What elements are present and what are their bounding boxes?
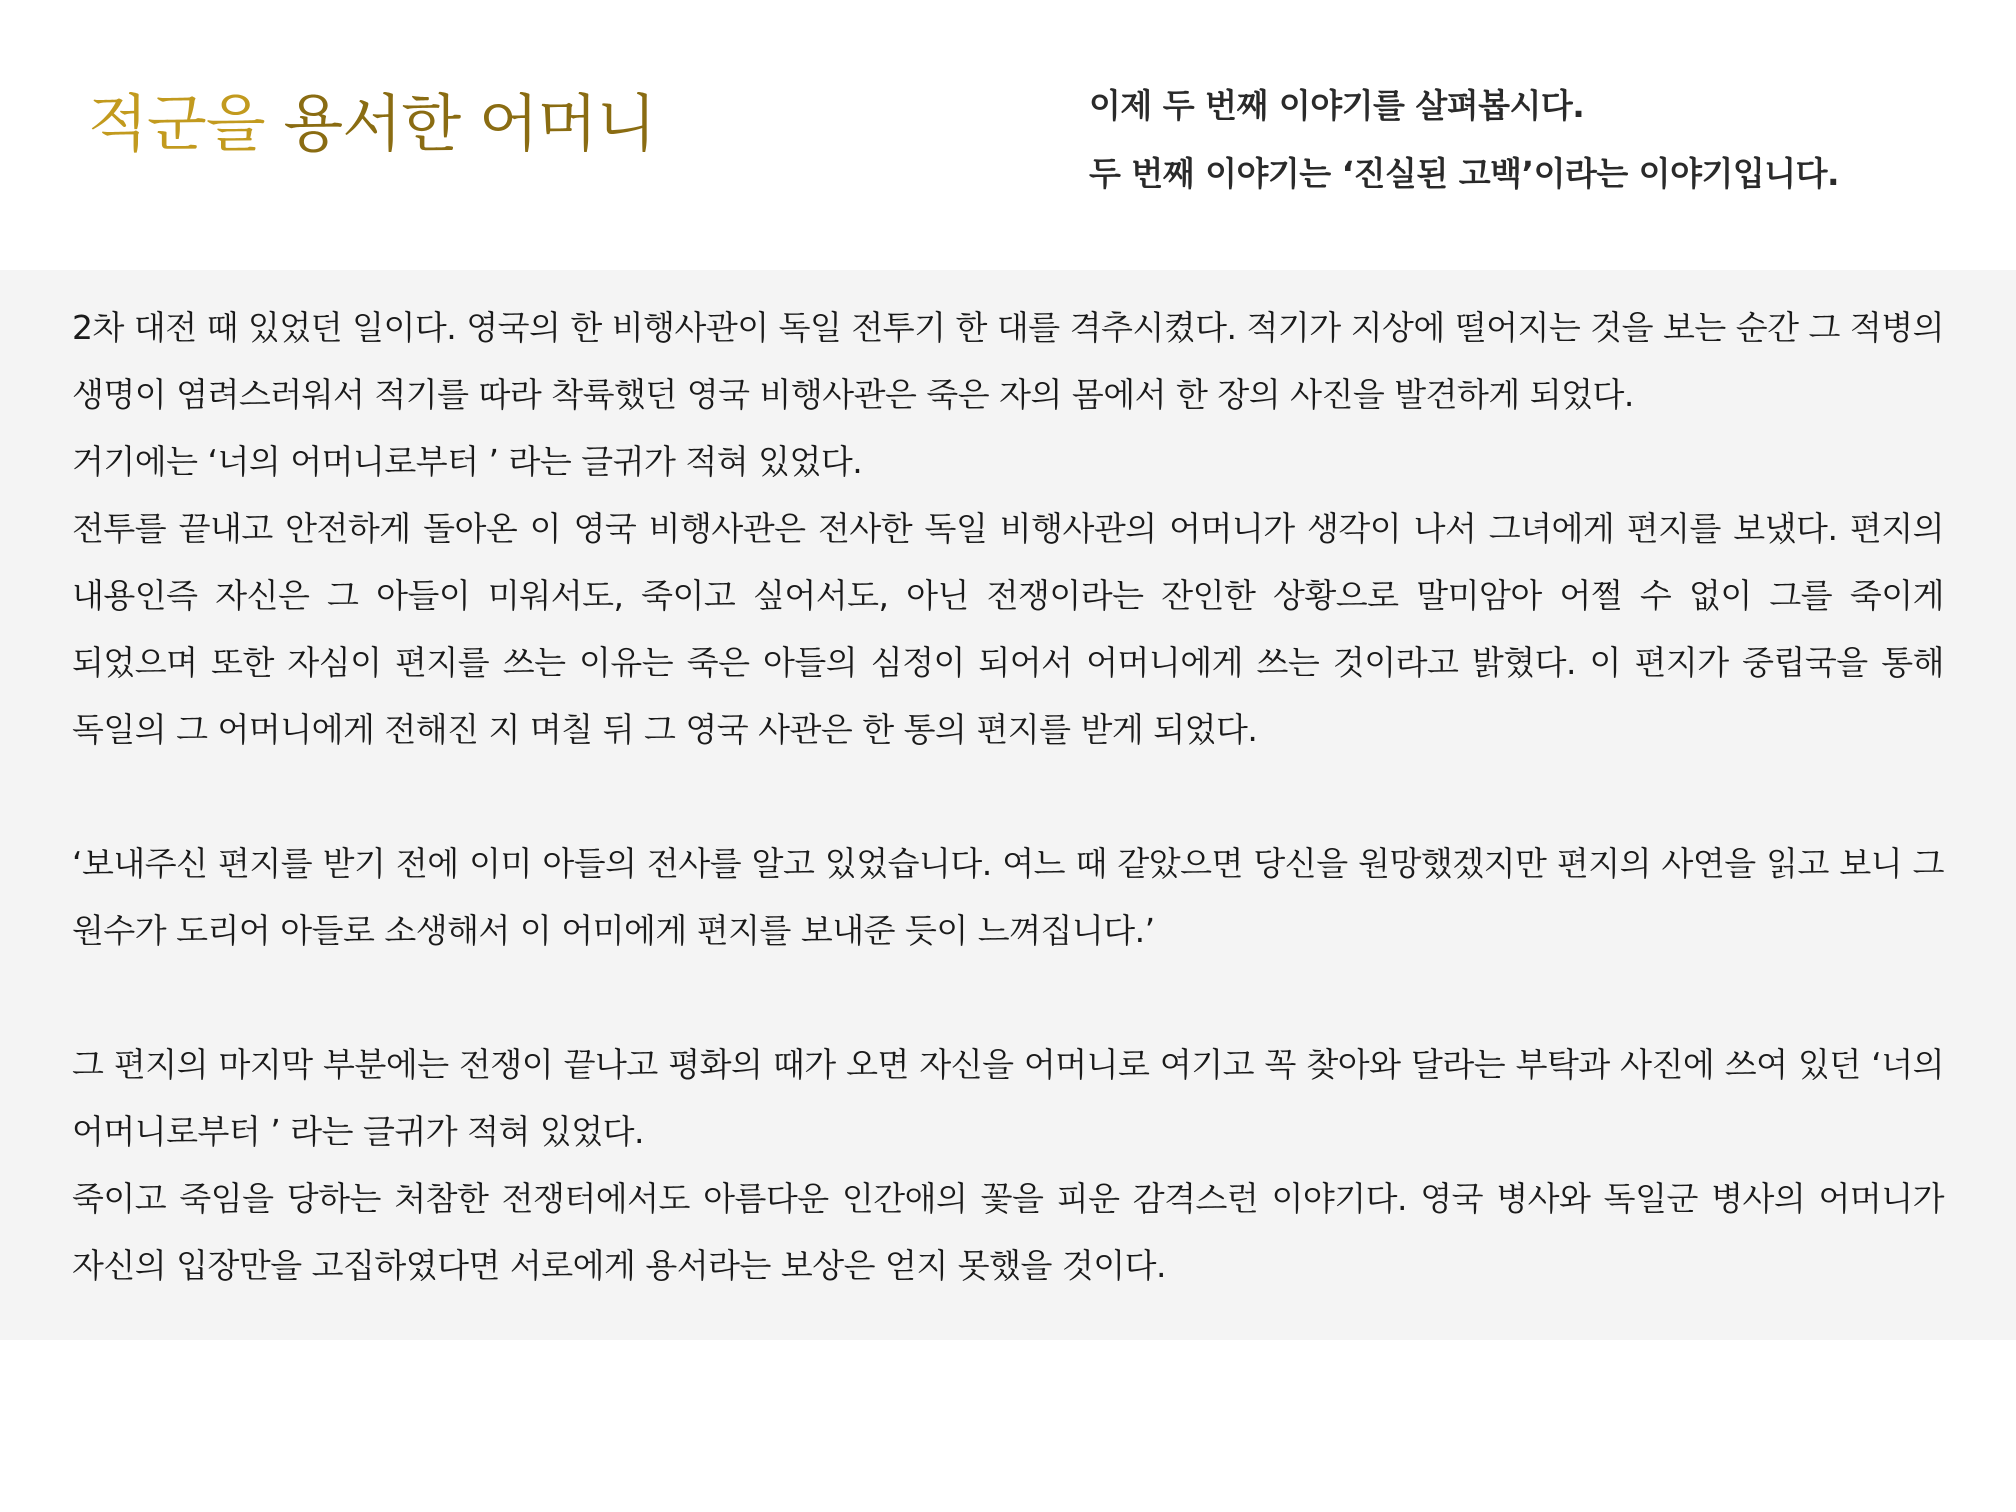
story-paragraph-3: 전투를 끝내고 안전하게 돌아온 이 영국 비행사관은 전사한 독일 비행사관의 어머니가 생각이 나서 그녀에게 편지를 보냈다. 편지의 내용인즉 자신은 그 아들이 미워서도, 죽이고 싶어서도, 아닌 전쟁이라는 잔인한 상황으로 말미암아 어쩔 수 없이 그를 죽이게 되었으며 또한 자심이 편지를 쓰는 이유는 죽은 아들의 심정이 되어서 어머니에게 쓰는 것이라고 밝혔다. 이 편지가 중립국을 통해 독일의 그 어머니에게 전해진 지 며칠 뒤 그 영국 사관은 한 통의 편지를 받게 되었다.	[72, 509, 1944, 749]
story-text	[72, 294, 1944, 1299]
intro-line-2: 두 번째 이야기는 ‘진실된 고백’이라는 이야기입니다.	[1089, 154, 1839, 193]
story-paragraph-1: 2차 대전 때 있었던 일이다. 영국의 한 비행사관이 독일 전투기 한 대를 격추시켰다. 적기가 지상에 떨어지는 것을 보는 순간 그 적병의 생명이 염려스러워서 적기를 따라 착륙했던 영국 비행사관은 죽은 자의 몸에서 한 장의 사진을 발견하게 되었다.	[72, 308, 1944, 414]
title-part-enemy: 적군을	[88, 87, 265, 160]
story-letter-quote: ‘보내주신 편지를 받기 전에 이미 아들의 전사를 알고 있었습니다. 여느 때 같았으면 당신을 원망했겠지만 편지의 사연을 읽고 보니 그 원수가 도리어 아들로 소생해서 이 어미에게 편지를 보내준 듯이 느껴집니다.’	[72, 844, 1944, 950]
paragraph-gap	[72, 964, 1944, 1031]
page-title	[88, 86, 655, 162]
story-paragraph-5: 죽이고 죽임을 당하는 처참한 전쟁터에서도 아름다운 인간애의 꽃을 피운 감격스런 이야기다. 영국 병사와 독일군 병사의 어머니가 자신의 입장만을 고집하였다면 서로에게 용서라는 보상은 얻지 못했을 것이다.	[72, 1179, 1944, 1285]
story-paragraph-2: 거기에는 ‘너의 어머니로부터 ’ 라는 글귀가 적혀 있었다.	[72, 442, 863, 481]
paragraph-gap	[72, 763, 1944, 830]
story-paragraph-4: 그 편지의 마지막 부분에는 전쟁이 끝나고 평화의 때가 오면 자신을 어머니로 여기고 꼭 찾아와 달라는 부탁과 사진에 쓰여 있던 ‘너의 어머니로부터 ’ 라는 글귀가 적혀 있었다.	[72, 1045, 1944, 1151]
intro-line-1: 이제 두 번째 이야기를 살펴봅시다.	[1089, 86, 1585, 125]
story-panel	[0, 270, 2016, 1340]
intro-block	[1089, 72, 1989, 208]
title-part-forgiving-mother: 용서한 어머니	[283, 87, 656, 160]
